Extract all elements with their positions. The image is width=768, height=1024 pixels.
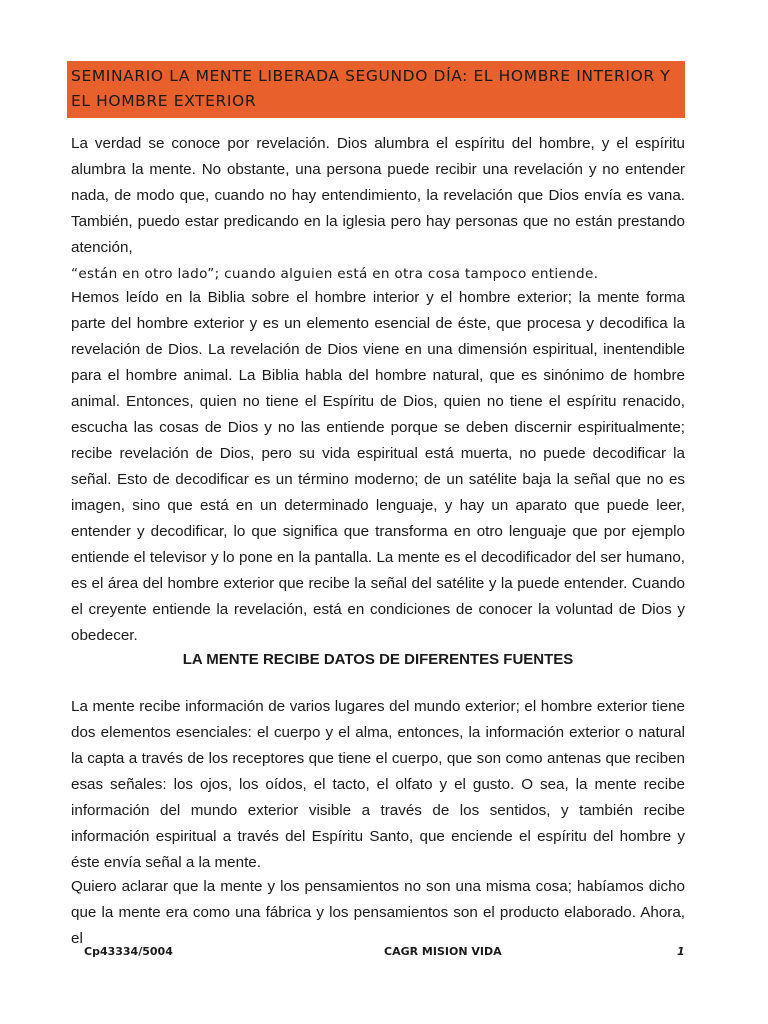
paragraph-2: Hemos leído en la Biblia sobre el hombre interior y el hombre exterior; la mente forma parte del hombre exterior y es un elemento esencial de éste, que procesa y decodifica la revelación de Dios. La revelación de Dios viene en una dimensión espiritual, inentendible para el hombre animal. La Biblia habla del hombre natural, que es sinónimo de hombre animal. Entonces, quien no tiene el Espíritu de Dios, quien no tiene el espíritu renacido, escucha las cosas de Dios y no las entiende porque se deben discernir espiritualmente; recibe revelación de Dios, pero su vida espiritual está muerta, no puede decodificar la señal. Esto de decodificar es un término moderno; de un satélite baja la señal que no es imagen, sino que está en un determinado lenguaje, y hay un aparato que puede leer, entender y decodificar, lo que significa que transforma en otro lenguaje que por ejemplo entiende el televisor y lo pone en la pantalla. La mente es el decodificador del ser humano, es el área del hombre exterior que recibe la señal del satélite y la puede entender. Cuando el creyente entiende la revelación, está en condiciones de conocer la voluntad de Dios y obedecer.: [71, 289, 685, 644]
paragraph-1-text: La verdad se conoce por revelación. Dios alumbra el espíritu del hombre, y el espíritu alumbra la mente. No obstante, una persona puede recibir una revelación y no entender nada, de modo que, cuando no hay entendimiento, la revelación que Dios envía es vana. También, puedo estar predicando en la iglesia pero hay personas que no están prestando atención,: [71, 135, 685, 256]
section-heading: LA MENTE RECIBE DATOS DE DIFERENTES FUENTES: [182, 651, 574, 668]
paragraph-4: Quiero aclarar que la mente y los pensamientos no son una misma cosa; habíamos dicho que la mente era como una fábrica y los pensamientos son el producto elaborado. Ahora, el: [71, 878, 685, 947]
paragraph-1: [71, 131, 685, 287]
document-title: SEMINARIO LA MENTE LIBERADA SEGUNDO DÍA: EL HOMBRE INTERIOR Y EL HOMBRE EXTERIOR: [71, 67, 671, 110]
title-banner: [67, 61, 685, 118]
paragraph-1-quote-line: “están en otro lado”; cuando alguien está en otra cosa tampoco entiende.: [71, 266, 599, 282]
footer-page-number: 1: [677, 945, 685, 958]
footer-center-title: CAGR MISION VIDA: [384, 945, 502, 958]
footer-left-code: Cp43334/5004: [84, 945, 173, 958]
paragraph-3: La mente recibe información de varios lugares del mundo exterior; el hombre exterior tiene dos elementos esenciales: el cuerpo y el alma, entonces, la información exterior o natural la capta a través de los receptores que tiene el cuerpo, que son como antenas que reciben esas señales: los ojos, los oídos, el tacto, el olfato y el gusto. O sea, la mente recibe información del mundo exterior visible a través de los sentidos, y también recibe información espiritual a través del Espíritu Santo, que enciende el espíritu del hombre y éste envía señal a la mente.: [71, 698, 685, 871]
